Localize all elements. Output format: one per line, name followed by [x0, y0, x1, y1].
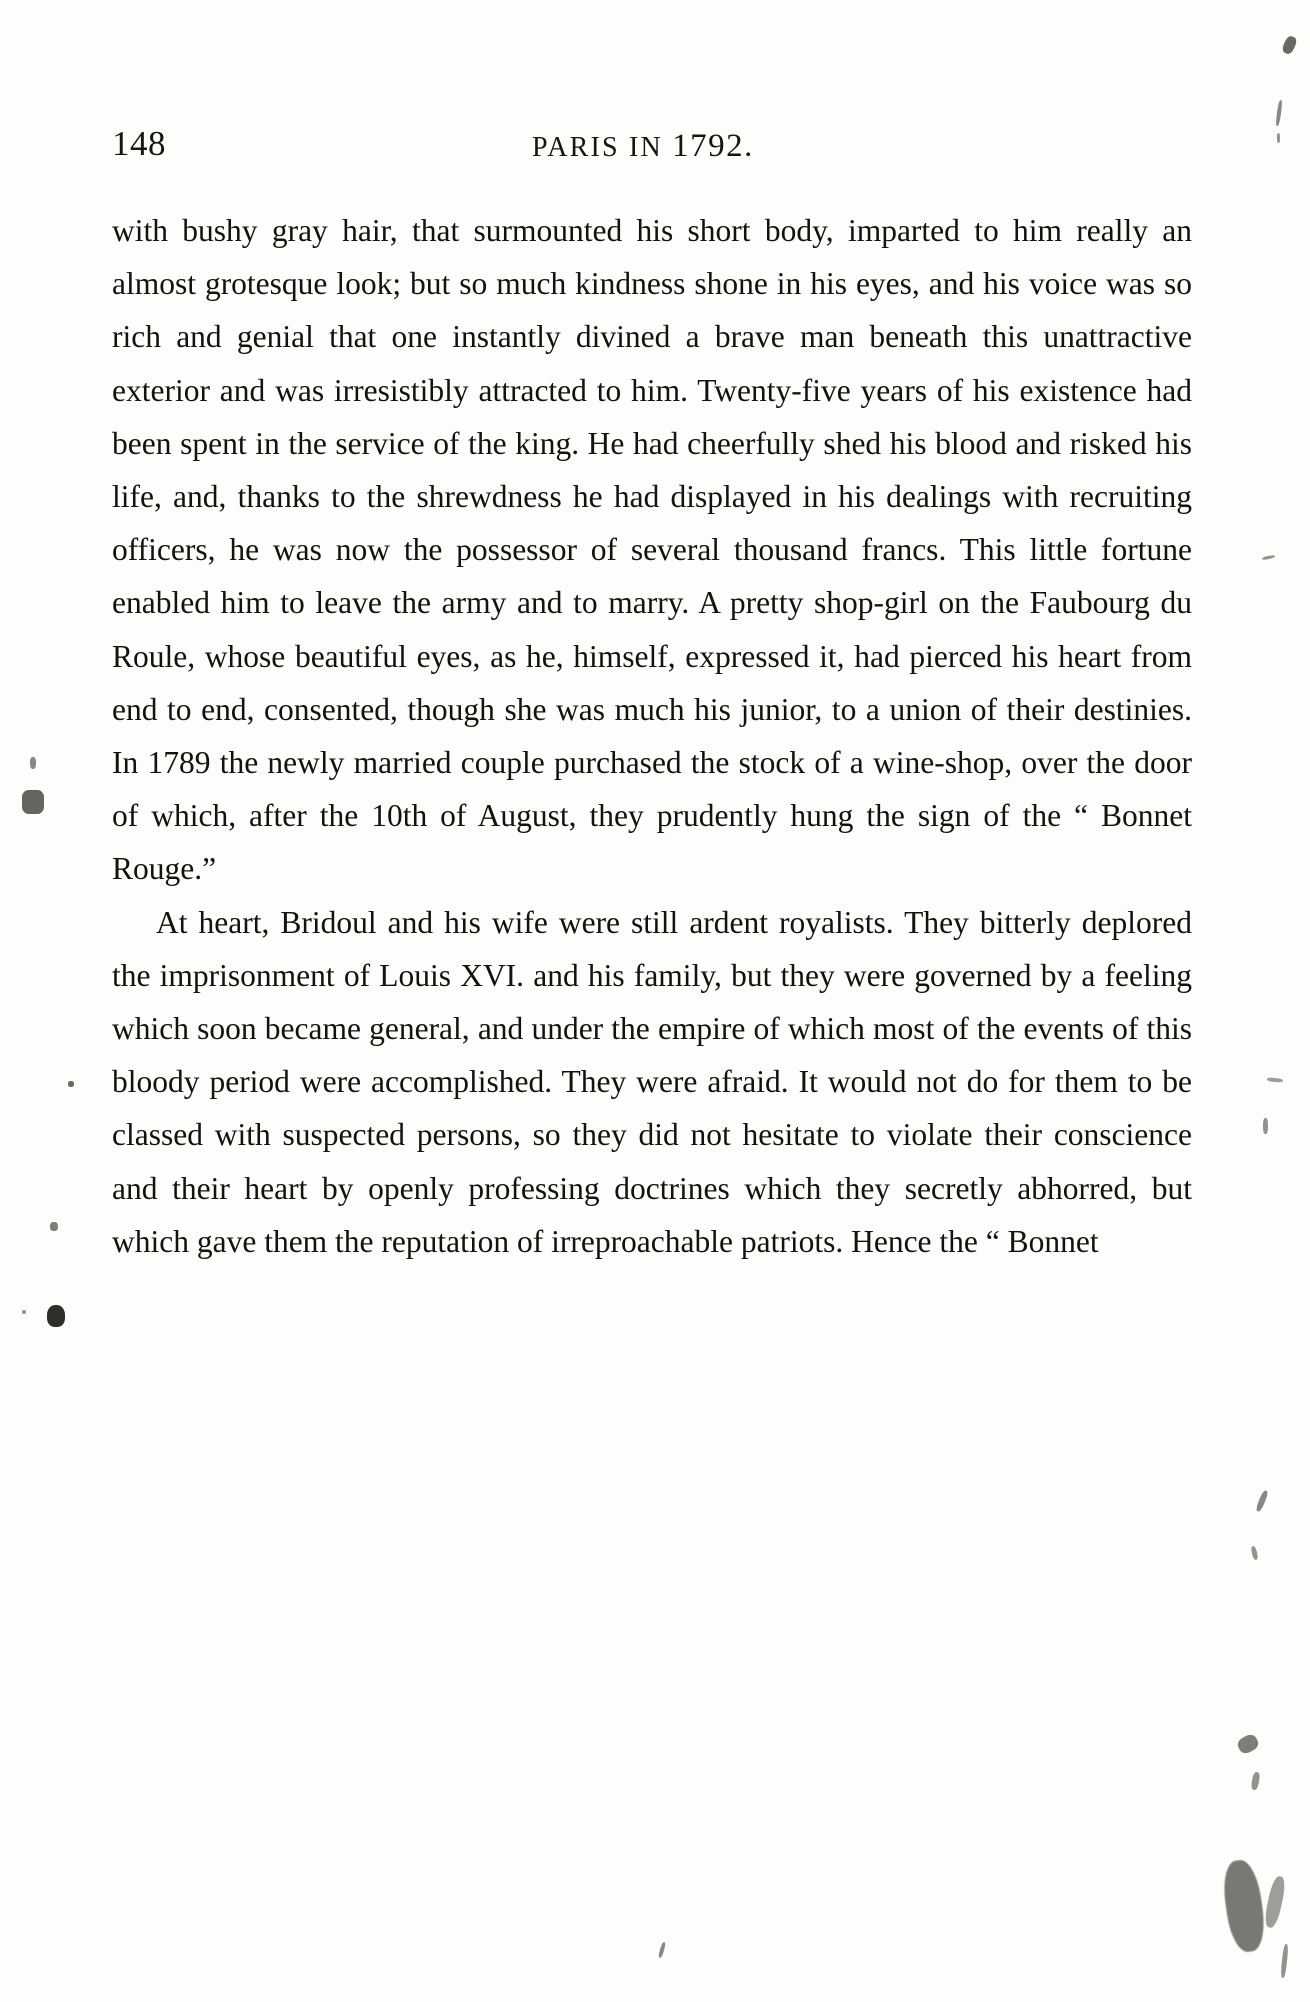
running-head-title	[532, 128, 754, 165]
page-number: 148	[112, 124, 166, 163]
running-head-title-text: PARIS IN	[532, 132, 673, 163]
scan-artifact	[22, 790, 44, 814]
scan-artifact	[1263, 1875, 1288, 1929]
scan-artifact	[1280, 1944, 1289, 1978]
scan-artifact	[1281, 35, 1298, 56]
scan-artifact	[1262, 555, 1275, 561]
paragraph: At heart, Bridoul and his wife were still ardent royalists. They bitterly deplored the imprisonment of Louis XVI. and his family, but they were governed by a feeling which soon became general, and under the empire of which most of the events of this bloody period were accomplished. They were afraid. It would not do for them to be classed with suspected persons, so they did not hesitate to violate their conscience and their heart by openly professing doctrines which they secretly abhorred, but which gave them the reputation of irreproachable patriots. Hence the “ Bonnet	[112, 904, 1192, 1259]
scan-artifact	[68, 1081, 74, 1087]
scan-artifact	[1235, 1732, 1260, 1756]
running-head-year: 1792.	[672, 128, 754, 164]
paragraph: with bushy gray hair, that surmounted his short body, imparted to him really an almost grotesque look; but so much kindness shone in his eyes, and his voice was so rich and genial that one instantly divined a brave man beneath this unattractive exterior and was irresistibly attracted to him. Twenty-five years of his existence had been spent in the service of the king. He had cheerfully shed his blood and risked his life, and, thanks to the shrewdness he had displayed in his dealings with recruiting officers, he was now the possessor of several thousand francs. This little fortune enabled him to leave the army and to marry. A pretty shop-girl on the Faubourg du Roule, whose beautiful eyes, as he, himself, expressed it, had pierced his heart from end to end, consented, though she was much his junior, to a union of their destinies. In 1789 the newly married couple purchased the stock of a wine-shop, over the door of which, after the 10th of August, they prudently hung the sign of the “ Bonnet Rouge.”	[112, 213, 1192, 887]
page-content	[112, 118, 1192, 1268]
scan-artifact	[50, 1222, 58, 1231]
body-text	[112, 204, 1192, 1268]
scan-artifact	[1250, 1546, 1258, 1561]
scan-artifact	[658, 1942, 666, 1958]
scan-artifact	[30, 757, 36, 769]
scan-artifact	[1267, 1077, 1283, 1083]
scan-artifact	[1255, 1490, 1269, 1513]
scan-artifact	[1250, 1772, 1260, 1791]
scan-artifact	[1263, 1118, 1268, 1134]
scan-artifact	[1220, 1858, 1268, 1954]
scan-artifact	[1275, 100, 1283, 126]
scan-artifact	[22, 1310, 26, 1314]
running-head	[112, 118, 1192, 194]
ink-blot	[47, 1305, 65, 1327]
scan-artifact	[1277, 133, 1280, 143]
